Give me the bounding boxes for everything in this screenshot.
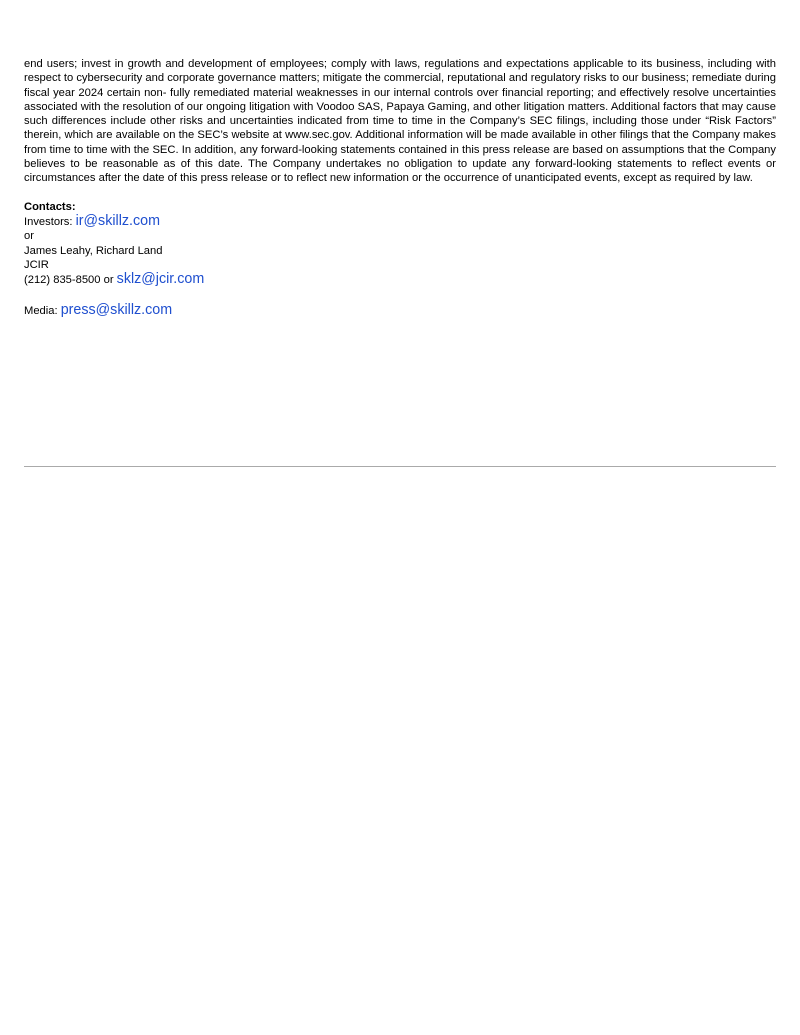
contact-names: James Leahy, Richard Land: [24, 244, 163, 257]
phone-text: (212) 835-8500 or: [24, 274, 114, 287]
phone-line: [24, 272, 776, 287]
forward-looking-statements-paragraph: end users; invest in growth and development of employees; comply with laws, regulations and expectations applicable to its business, including with respect to cybersecurity and corporate governance matters; mitigate the commercial, reputational and regulatory risks to our business; remediate during fiscal year 2024 certain non- fully remediated material weaknesses in our internal controls over financial reporting; and effectively resolve uncertainties associated with the resolution of our ongoing litigation with Voodoo SAS, Papaya Gaming, and other litigation matters. Additional factors that may cause such differences include other risks and uncertainties indicated from time to time in the Company’s SEC filings, including those under “Risk Factors” therein, which are available on the SEC’s website at www.sec.gov. Additional information will be made available in other filings that the Company makes from time to time with the SEC. In addition, any forward-looking statements contained in this press release are based on assumptions that the Company believes to be reasonable as of this date. The Company undertakes no obligation to update any forward-looking statements to reflect events or circumstances after the date of this press release or to reflect new information or the occurrence of unanticipated events, except as required by law.: [24, 58, 776, 185]
contacts-section: [24, 200, 776, 319]
contact-firm: JCIR: [24, 258, 49, 271]
horizontal-divider: [24, 466, 776, 467]
investors-line: [24, 214, 776, 229]
contacts-heading: Contacts:: [24, 200, 76, 213]
investors-email-link[interactable]: ir@skillz.com: [75, 212, 161, 229]
document-page: [24, 57, 776, 319]
media-line: [24, 303, 776, 318]
or-text: or: [24, 230, 34, 243]
firm-email-link[interactable]: sklz@jcir.com: [116, 271, 205, 288]
investors-label: Investors:: [24, 215, 73, 228]
media-email-link[interactable]: press@skillz.com: [60, 302, 173, 319]
media-label: Media:: [24, 305, 58, 318]
